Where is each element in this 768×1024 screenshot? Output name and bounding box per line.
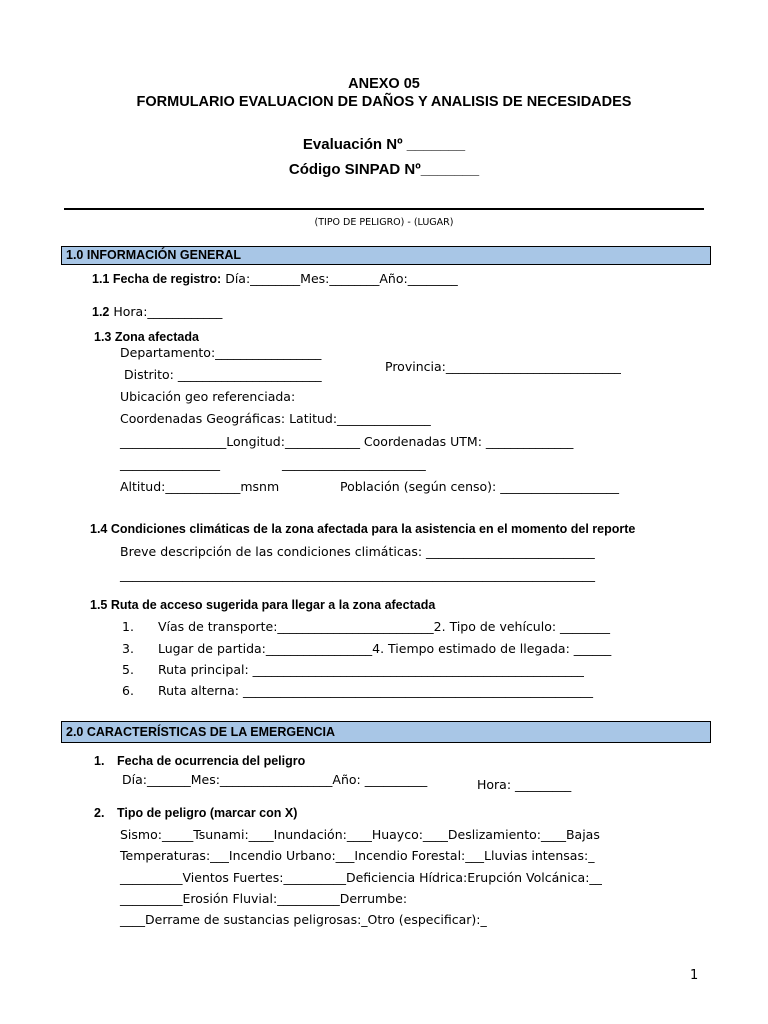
hazard-type-label: Tipo de peligro (marcar con X) xyxy=(117,806,298,820)
registration-date-row xyxy=(92,268,458,287)
time-row xyxy=(92,301,222,320)
section-1-header xyxy=(61,246,711,265)
route-5-number: 5. xyxy=(122,662,134,677)
hazard-line-2[interactable]: Temperaturas:___Incendio Urbano:___Incendio Forestal:___Lluvias intensas:_ xyxy=(120,848,595,863)
blank-field-a[interactable]: ________________ xyxy=(120,456,220,471)
annex-title: ANEXO 05 xyxy=(348,76,420,92)
route-1-number: 1. xyxy=(122,619,134,634)
affected-zone-label: 1.3 Zona afectada xyxy=(94,330,199,344)
route-1-fields[interactable]: Vías de transporte:_________________________2. Tipo de vehículo: ________ xyxy=(158,619,611,634)
main-route-field[interactable]: Ruta principal: _____________________________________________________ xyxy=(158,662,584,677)
registration-date-label: 1.1 Fecha de registro: xyxy=(92,272,222,286)
climate-label: 1.4 Condiciones climáticas de la zona afectada para la asistencia en el momento del reporte xyxy=(90,522,636,536)
hazard-line-3[interactable]: __________Vientos Fuertes:__________Deficiencia Hídrica:Erupción Volcánica:__ xyxy=(120,870,602,885)
alternate-route-field[interactable]: Ruta alterna: ________________________________________________________ xyxy=(158,683,593,698)
hazard-line-5[interactable]: ____Derrame de sustancias peligrosas:_Otro (especificar):_ xyxy=(120,912,487,927)
blank-field-b[interactable]: _______________________ xyxy=(282,456,426,471)
route-3-fields[interactable]: Lugar de partida:_________________4. Tiempo estimado de llegada: ______ xyxy=(158,641,612,656)
hazard-date-label: Fecha de ocurrencia del peligro xyxy=(117,754,306,768)
altitude-field[interactable]: Altitud:____________msnm xyxy=(120,479,280,494)
hazard-line-4[interactable]: __________Erosión Fluvial:__________Derrumbe: xyxy=(120,891,408,906)
hazard-date-number: 1. xyxy=(94,754,105,768)
district-field[interactable]: Distrito: _______________________ xyxy=(124,367,322,382)
longitude-utm-field[interactable]: _________________Longitud:____________ Coordenadas UTM: ______________ xyxy=(120,434,574,449)
department-field[interactable]: Departamento:_________________ xyxy=(120,345,322,360)
time-number: 1.2 xyxy=(92,305,110,319)
time-field[interactable]: Hora:____________ xyxy=(109,304,223,319)
climate-description-line[interactable]: ____________________________________________________________________________ xyxy=(120,567,595,582)
hazard-date-fields[interactable]: Día:_______Mes:__________________Año: __________ xyxy=(122,772,428,787)
georef-label: Ubicación geo referenciada: xyxy=(120,389,296,404)
sinpad-code: Código SINPAD Nº_______ xyxy=(288,161,480,178)
registration-date-fields[interactable]: Día:________Mes:________Año:________ xyxy=(221,271,458,286)
population-field[interactable]: Población (según censo): ___________________ xyxy=(340,479,619,494)
route-3-number: 3. xyxy=(122,641,134,656)
evaluation-number: Evaluación Nº _______ xyxy=(302,136,466,153)
hazard-place-caption: (TIPO DE PELIGRO) - (LUGAR) xyxy=(314,217,454,228)
section-2-title: 2.0 CARACTERÍSTICAS DE LA EMERGENCIA xyxy=(66,725,336,739)
section-2-header xyxy=(61,721,711,743)
province-field[interactable]: Provincia:____________________________ xyxy=(385,359,621,374)
section-1-title: 1.0 INFORMACIÓN GENERAL xyxy=(66,248,242,262)
hazard-time-field[interactable]: Hora: _________ xyxy=(477,777,572,792)
hazard-line-1[interactable]: Sismo:_____Tsunami:____Inundación:____Huayco:____Deslizamiento:____Bajas xyxy=(120,827,600,842)
page-number: 1 xyxy=(690,968,699,983)
title-rule xyxy=(64,208,704,210)
form-title: FORMULARIO EVALUACION DE DAÑOS Y ANALISIS DE NECESIDADES xyxy=(136,94,632,110)
geo-coordinates-field[interactable]: Coordenadas Geográficas: Latitud:_______________ xyxy=(120,411,431,426)
climate-description-field[interactable]: Breve descripción de las condiciones climáticas: ___________________________ xyxy=(120,544,595,559)
hazard-type-number: 2. xyxy=(94,806,105,820)
route-6-number: 6. xyxy=(122,683,134,698)
access-route-label: 1.5 Ruta de acceso sugerida para llegar a la zona afectada xyxy=(90,598,436,612)
